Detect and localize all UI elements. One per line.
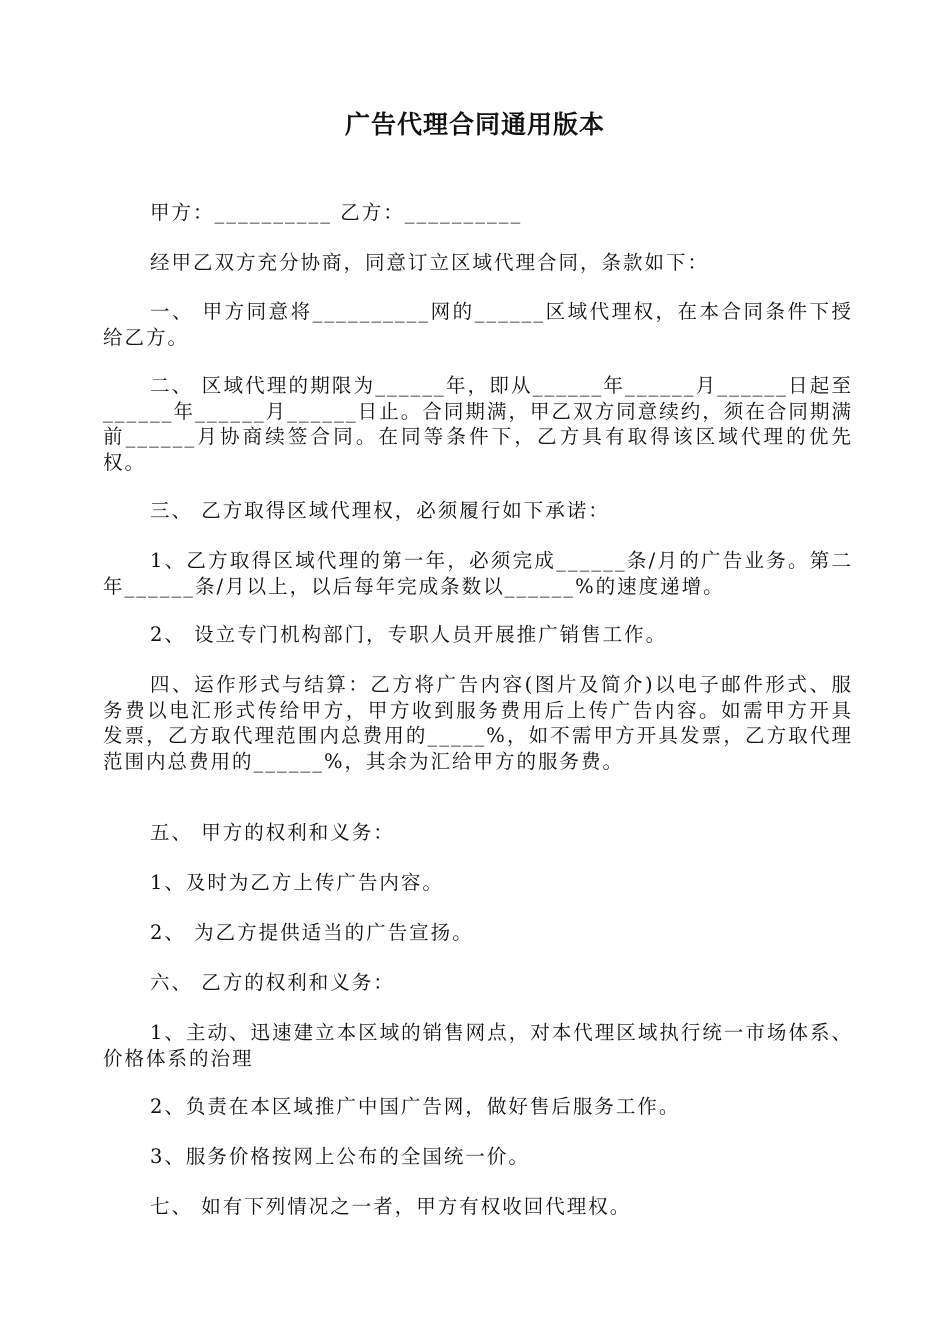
intro-paragraph: 经甲乙双方充分协商，同意订立区域代理合同，条款如下：	[150, 251, 710, 274]
clause-6: 六、 乙方的权利和义务：	[150, 971, 395, 994]
clause-1: 一、 甲方同意将__________网的______区域代理权，在本合同条件下授给乙方。	[103, 300, 853, 349]
clause-3-item-1: 1、乙方取得区域代理的第一年，必须完成______条/月的广告业务。第二年______条/月以上，以后每年完成条数以______%的速度递增。	[103, 549, 853, 598]
parties-line: 甲方：__________ 乙方：__________	[150, 201, 523, 224]
clause-3-item-2: 2、 设立专门机构部门，专职人员开展推广销售工作。	[150, 623, 668, 646]
clause-2: 二、 区域代理的期限为______年，即从______年______月______日起至______年______月______日止。合同期满，甲乙双方同意续约，须在合同期满前______月协商续签合同。在同等条件下，乙方具有取得该区域代理的优先权。	[103, 374, 853, 474]
clause-6-item-1: 1、主动、迅速建立本区域的销售网点，对本代理区域执行统一市场体系、价格体系的治理	[103, 1021, 853, 1070]
clause-5-item-1: 1、及时为乙方上传广告内容。	[150, 871, 444, 894]
clause-7: 七、 如有下列情况之一者，甲方有权收回代理权。	[150, 1195, 632, 1218]
document-title: 广告代理合同通用版本	[344, 110, 605, 139]
clause-4: 四、运作形式与结算：乙方将广告内容(图片及简介)以电子邮件形式、服务费以电汇形式传给甲方，甲方收到服务费用后上传广告内容。如需甲方开具发票，乙方取代理范围内总费用的_____%，如不需甲方开具发票，乙方取代理范围内总费用的______%，其余为汇给甲方的服务费。	[103, 673, 853, 773]
clause-6-item-3: 3、服务价格按网上公布的全国统一价。	[150, 1145, 530, 1168]
clause-5: 五、 甲方的权利和义务：	[150, 821, 395, 844]
clause-3: 三、 乙方取得区域代理权，必须履行如下承诺：	[150, 499, 610, 522]
clause-5-item-2: 2、 为乙方提供适当的广告宣扬。	[150, 921, 474, 944]
clause-6-item-2: 2、负责在本区域推广中国广告网，做好售后服务工作。	[150, 1095, 681, 1118]
